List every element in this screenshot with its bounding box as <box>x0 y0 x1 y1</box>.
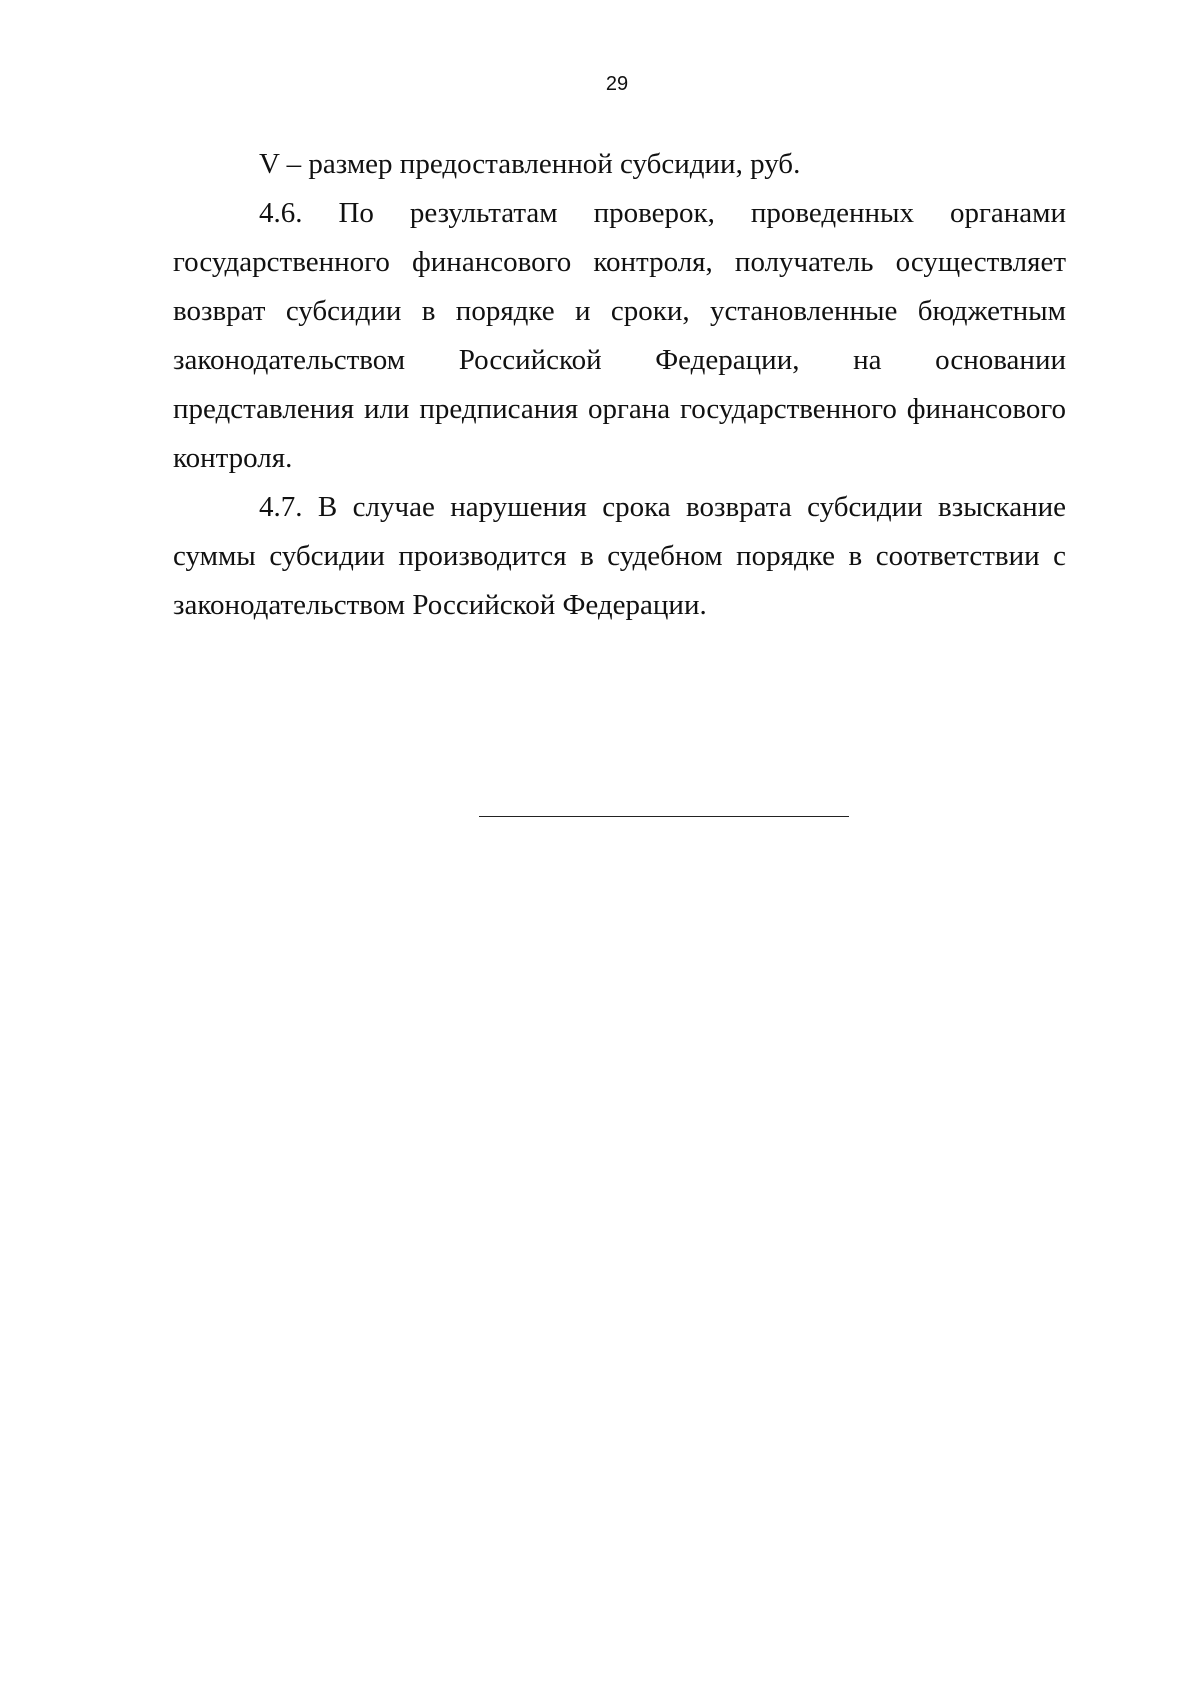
document-body <box>173 140 1066 630</box>
paragraph-variable-definition: V – размер предоставленной субсидии, руб. <box>259 148 801 180</box>
page-number: 29 <box>605 73 629 95</box>
end-of-text-rule <box>479 816 849 817</box>
paragraph-4-6: 4.6. По результатам проверок, проведенных органами государственного финансового контроля, получатель осуществляет возврат субсидии в порядке и сроки, установленные бюджетным законодательством Российской Федерации, на основании представления или предписания органа государственного финансового контроля. <box>173 197 1066 474</box>
paragraph-4-7: 4.7. В случае нарушения срока возврата субсидии взыскание суммы субсидии производится в судебном порядке в соответствии с законодательством Российской Федерации. <box>173 491 1066 621</box>
